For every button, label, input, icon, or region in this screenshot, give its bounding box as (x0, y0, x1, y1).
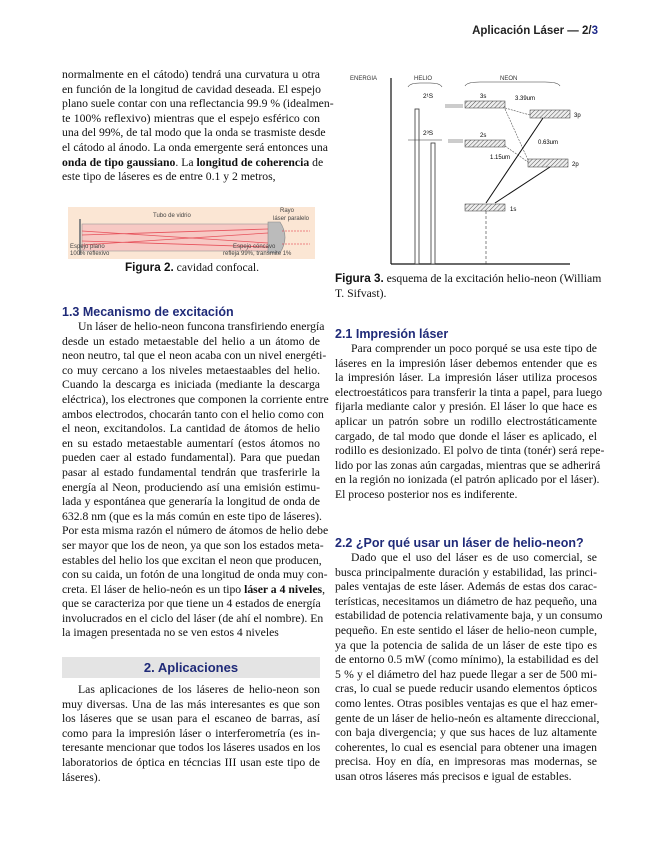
text-line (335, 444, 605, 459)
text-line (335, 580, 597, 595)
text-segment: lada y espontánea que generaría la longitud de onda de (62, 495, 320, 509)
laser-transitions (505, 108, 530, 162)
text-line (62, 112, 320, 127)
text-segment: la impresión láser. La impresión láser utiliza procesos (335, 371, 597, 385)
text-line (62, 597, 320, 612)
running-header (472, 25, 598, 37)
text-line (335, 488, 597, 503)
text-line (335, 741, 597, 756)
he-lower-label: 2³S (423, 130, 434, 137)
text-line (62, 392, 329, 408)
text-segment: estables del helio los que excitan el neon que producen, (62, 553, 322, 567)
text-line (335, 458, 601, 474)
text-segment: la imagen presentada no se ven estos 4 niveles (62, 626, 279, 640)
text-segment: de (309, 155, 324, 169)
he-upper-label: 2¹S (423, 93, 434, 100)
caption-text: cavidad confocal. (173, 261, 260, 274)
helium-lower-level-bar (431, 143, 435, 264)
section-2-1-paragraph (335, 342, 605, 503)
ne-2s-label: 2s (480, 133, 487, 139)
section-heading-1-3: 1.3 Mecanismo de excitación (62, 305, 234, 319)
page-number: 3 (591, 25, 598, 37)
text-segment: estabilidad de potencia relativamente baja, y un consumo (335, 609, 603, 623)
text-line (62, 378, 320, 393)
text-segment: muy diversas. Una de las más interesantes es que son (62, 697, 320, 711)
text-line (335, 726, 597, 741)
text-line (335, 342, 597, 357)
text-line (62, 554, 320, 569)
figure-2-confocal-cavity (68, 207, 315, 259)
text-line (62, 170, 320, 185)
wavelength-0-63: 0.63um (538, 140, 559, 146)
text-line (62, 140, 328, 156)
text-line (62, 364, 320, 379)
text-segment: cargado, de tal modo que donde el láser es aplicado, el (335, 429, 597, 443)
text-line (62, 683, 320, 698)
text-segment: una del 99%, de tal modo que la onda se trasmiste desde (62, 126, 326, 140)
text-line (62, 407, 324, 423)
text-segment: , (322, 582, 326, 596)
text-line (335, 697, 597, 712)
text-segment: involucrados en el ciclo del láser (de ahí el nombre). En (62, 611, 324, 625)
text-line (62, 349, 327, 364)
text-line (335, 400, 597, 415)
text-line (62, 741, 320, 756)
text-line (335, 639, 597, 654)
text-segment: pueden caer al estado fundamental). Para que puedan (62, 451, 320, 465)
text-line (62, 335, 320, 350)
section-heading-2-2: 2.2 ¿Por qué usar un láser de helio-neon? (335, 536, 584, 550)
text-segment: co muy cercano a los niveles metaestaables del helio. (62, 363, 320, 377)
text-segment: gente de un láser de helio-neón es altamente direccional, (335, 711, 600, 725)
text-segment: en la región no ionizada (el patrón aplicado por el láser). (335, 473, 600, 487)
text-segment: con baja divergencia; y que sus haces de luz altamente (335, 726, 597, 740)
text-segment: 632.8 nm (que es la más común en este tipo de láseres). (62, 509, 322, 523)
text-line (335, 430, 597, 445)
text-line (62, 568, 328, 583)
text-line (335, 371, 597, 386)
text-line (62, 698, 320, 713)
text-segment: electroestáticos para transferir la tinta a papel, para luego (335, 385, 603, 399)
section-2-paragraph (62, 683, 320, 785)
energy-axis-label: ENERGIA (350, 76, 378, 82)
text-segment: Cuando la descarga es iniciada (mediante la descarga (62, 378, 320, 392)
text-line (62, 437, 320, 452)
text-segment: Por esta misma razón el número de átomos de helio debe (62, 524, 329, 538)
text-line (62, 538, 324, 554)
text-line (62, 451, 320, 466)
text-segment: que se caracteriza por que tiene un 4 estados de energía (62, 597, 321, 611)
group-braces (408, 82, 560, 87)
text-segment: como para la impresión láser o interferometría (es in- (62, 726, 320, 740)
text-line (335, 668, 597, 683)
tube-label: Tubo de vidrio (153, 213, 191, 219)
text-line (62, 626, 320, 641)
text-segment: Las aplicaciones de los láseres de helio-neon son (78, 683, 320, 696)
flat-mirror-label: Espejo plano (70, 244, 105, 250)
neon-label: NEON (500, 76, 518, 82)
section-1-3-paragraph (62, 320, 329, 641)
text-segment: láseres). (62, 770, 101, 784)
text-segment: plano suele contar con una reflectancia 99.9 % (idealmen- (62, 97, 334, 111)
flat-mirror-label-2: 100% reflexivo (70, 251, 110, 257)
text-segment: El proceso posterior nos es indiferente. (335, 487, 518, 501)
figure-3-energy-diagram (330, 60, 620, 270)
figure-3-caption (335, 271, 605, 301)
text-line (335, 473, 600, 488)
text-segment: el cátodo al ánodo. La onda emergente será entonces una (62, 140, 328, 154)
text-segment: teresante mencionar que todos los láseres usados en los (62, 741, 321, 755)
text-segment: el neon, excitandolos. La cantidad de átomos de helio (62, 422, 320, 436)
text-segment: laboratorios de óptica en técncias III usan este tipo de (62, 755, 320, 769)
text-line (62, 510, 320, 525)
ray-label-2: láser paralelo (273, 216, 310, 222)
bold-term: onda de tipo gaussiano (62, 155, 176, 169)
text-segment: Para comprender un poco porqué se usa este tipo de (351, 342, 597, 355)
text-segment: desde un estado metaestable del helio a un átomo de (62, 334, 320, 348)
header-title: Aplicación Láser — 2/ (472, 25, 592, 37)
helium-upper-level-bar (415, 109, 419, 264)
text-segment: ya que la potencia de salida de un láser de este tipo es (335, 638, 597, 652)
text-segment: precisa. Hoy en día, en impresoras mas modernas, se (335, 755, 597, 769)
neon-3s-level (465, 101, 505, 108)
helium-label: HELIO (414, 76, 433, 82)
text-line (62, 727, 320, 742)
section-2-2-paragraph (335, 551, 603, 785)
caption-text: esquema de la excitación helio-neon (William (383, 272, 602, 285)
text-line (62, 495, 320, 510)
text-line (62, 611, 324, 627)
text-line (335, 357, 597, 372)
text-line (335, 770, 597, 785)
ne-2p-label: 2p (572, 162, 579, 168)
wavelength-1-15: 1.15um (490, 155, 511, 161)
text-line (335, 415, 597, 430)
neon-2s-level (465, 140, 505, 147)
text-segment: cras, lo cual se puede reducir usando elementos ópticos (335, 682, 597, 696)
text-line (335, 551, 597, 566)
text-line (335, 609, 603, 624)
neon-2p-level (528, 159, 568, 167)
text-segment: energía al Neon, produciendo así una emisión estimu- (62, 480, 320, 494)
text-line (62, 155, 324, 171)
section-heading-2-1: 2.1 Impresión láser (335, 327, 449, 341)
ne-3p-label: 3p (574, 113, 581, 119)
text-segment: lido por las zonas aún cargadas, mientras que se adherirá (335, 458, 601, 472)
text-line (62, 126, 326, 141)
concave-mirror-label-2: refleja 99%, transmite 1% (223, 251, 292, 257)
text-line (62, 320, 325, 335)
neon-3p-level (530, 110, 570, 118)
intro-paragraph (62, 68, 334, 185)
text-segment: Un láser de helio-neon funcona transfiriendo energía (78, 320, 325, 333)
text-segment: te 100% reflexivo) mientras que el espejo esférico con (62, 111, 320, 125)
bold-term: longitud de coherencia (196, 155, 310, 169)
text-line (335, 653, 597, 668)
text-line (62, 481, 320, 496)
text-line (62, 68, 320, 83)
text-segment: con su caida, un fotón de una longitud de onda muy con- (62, 568, 328, 582)
text-line (335, 711, 600, 727)
text-segment: de entorno 0.5 mW (como mínimo), la estabilidad es del (335, 653, 599, 667)
text-segment: neon neutro, tal que el neon acaba con un nivel energéti- (62, 349, 327, 363)
text-line (62, 83, 320, 98)
text-segment: Dado que el uso del láser es de uso comercial, se (351, 551, 597, 564)
text-segment: 5 % y el diámetro del haz puede llegar a ser de 500 mi- (335, 667, 597, 681)
text-segment: normalmente en el cátodo) tendrá una curvatura u otra (62, 68, 320, 81)
text-line (62, 422, 320, 437)
text-segment: pasar al estado fundamental tendrán que trasferirle la (62, 465, 320, 479)
text-segment: pales ventajas de este láser. Además de estas dos carac- (335, 580, 597, 594)
text-line (335, 682, 597, 697)
text-segment: láseres en la impresión láser debemos entender que es (335, 356, 597, 370)
text-line (62, 524, 329, 539)
text-line (335, 385, 603, 401)
text-line (62, 756, 320, 771)
text-line (62, 712, 320, 727)
ne-3s-label: 3s (480, 94, 487, 100)
figure-label: Figura 2. (125, 261, 174, 274)
neon-1s-level (465, 204, 505, 211)
caption-text-2: T. Sifvast). (335, 287, 387, 300)
figure-label: Figura 3. (335, 272, 384, 285)
text-line (335, 755, 597, 770)
text-line (62, 97, 334, 112)
text-segment: usan otros láseres más precisos e igual de estables. (335, 769, 572, 783)
text-segment: terísticas, necesitamos un diámetro de haz pequeño, una (335, 594, 597, 608)
text-segment: . La (175, 155, 197, 169)
text-line (62, 582, 326, 598)
text-segment: pequeño. En este sentido el láser de helio-neon cumple, (335, 623, 597, 637)
text-segment: busca principalmente duración y estabilidad, las princi- (335, 565, 597, 579)
text-line (62, 771, 320, 786)
text-segment: aplicar un patrón sobre un rodillo electrostáticamente (335, 414, 597, 428)
text-segment: rodillo es desionizado. El polvo de tinta (tonér) será repe- (335, 444, 605, 458)
wavelength-3-39: 3.39um (515, 96, 536, 102)
text-segment: este tipo de láseres es de entre 0.1 y 2 metros, (62, 170, 276, 184)
concave-mirror-label: Espejo cóncavo (233, 244, 276, 250)
text-line (335, 566, 597, 581)
transfer-arrows (445, 105, 463, 142)
text-segment: en su estado metaestable aumentarí (estos átomos no (62, 436, 320, 450)
bold-term: láser a 4 niveles (244, 582, 323, 596)
text-segment: los láseres que se usan para el escaneo de barras, así (62, 712, 320, 726)
text-line (62, 466, 320, 481)
text-segment: ser mayor que los de neon, ya que son los estados meta- (62, 538, 324, 552)
text-segment: coherentes, lo cual es esencial para obtener una imagen (335, 740, 597, 754)
text-line (335, 624, 597, 639)
text-segment: fijarla mediante calor y presión. El láser lo que hace es (335, 400, 597, 414)
section-heading-2: 2. Aplicaciones (62, 657, 320, 678)
text-segment: como lentes. Otras posibles ventajas es que el haz emer- (335, 696, 598, 710)
text-segment: creta. El láser de helio-neón es un tipo (62, 582, 245, 596)
text-segment: ambos electrodos, chocarán tanto con el helio como con (62, 407, 324, 421)
ne-1s-label: 1s (510, 207, 517, 213)
ray-label: Rayo (280, 208, 295, 214)
text-segment: en función de la longitud de cavidad deseada. El espejo (62, 82, 321, 96)
figure-2-caption (125, 260, 259, 275)
text-segment: eléctrica), los electrones que componen la corriente entre (62, 392, 329, 406)
text-line (335, 595, 597, 610)
